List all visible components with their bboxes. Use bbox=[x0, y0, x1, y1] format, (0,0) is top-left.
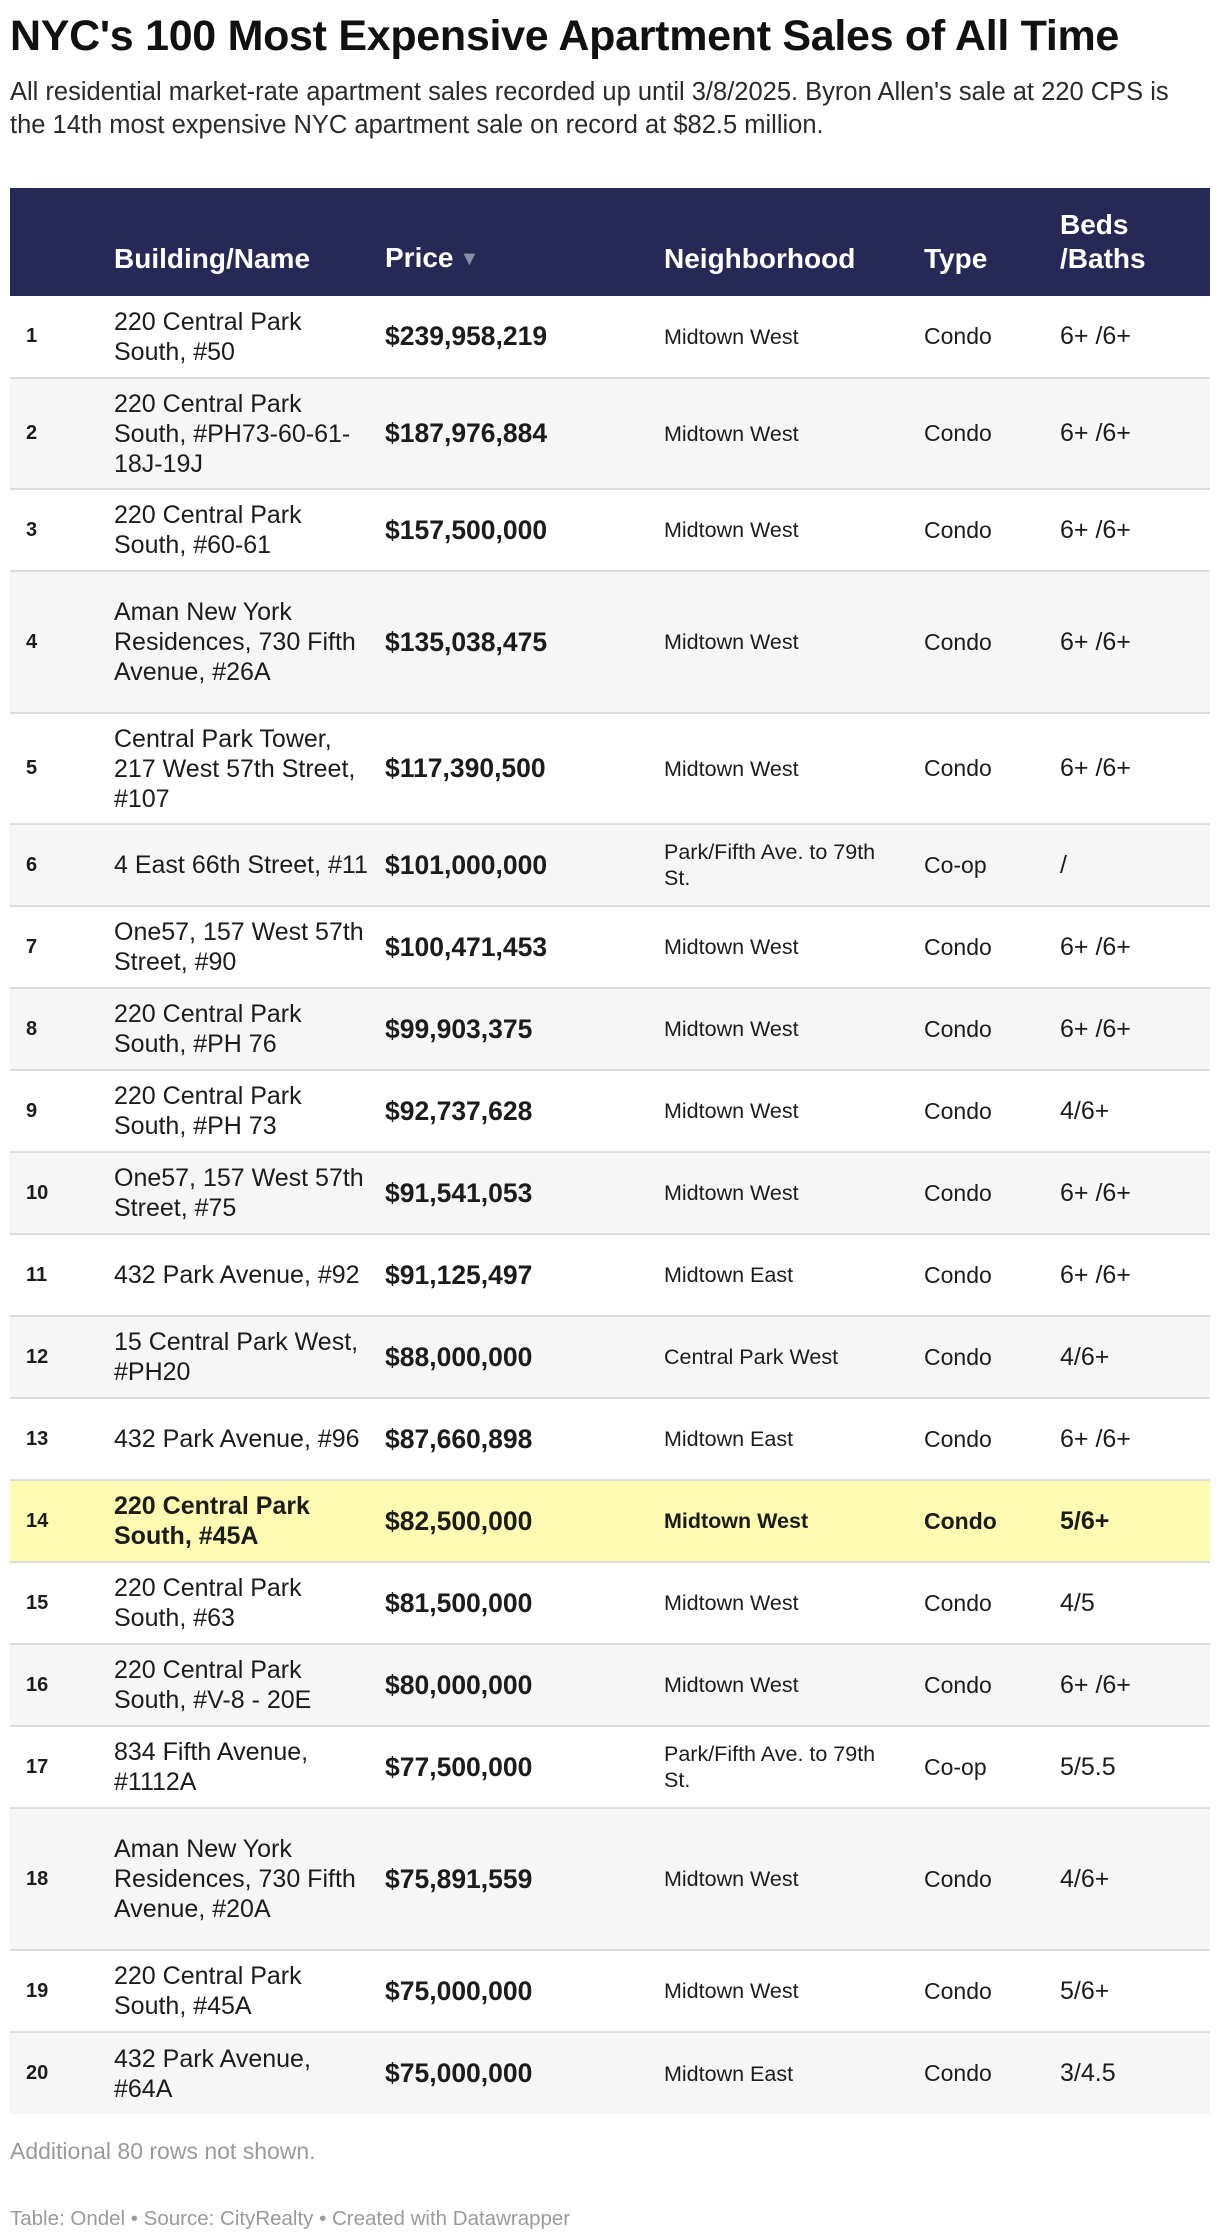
cell-price: $117,390,500 bbox=[385, 713, 664, 824]
cell-building: 220 Central Park South, #PH73-60-61-18J-19J bbox=[114, 378, 385, 489]
cell-rank: 7 bbox=[10, 906, 114, 988]
cell-neighborhood: Midtown West bbox=[664, 296, 924, 378]
cell-building: One57, 157 West 57th Street, #75 bbox=[114, 1152, 385, 1234]
header-price[interactable] bbox=[385, 188, 664, 296]
cell-beds-baths: / bbox=[1060, 824, 1210, 906]
cell-beds-baths: 6+ /6+ bbox=[1060, 1644, 1210, 1726]
cell-neighborhood: Midtown West bbox=[664, 1070, 924, 1152]
cell-building: 220 Central Park South, #63 bbox=[114, 1562, 385, 1644]
page-description: All residential market-rate apartment sales recorded up until 3/8/2025. Byron Allen's sale at 220 CPS is the 14th most expensive NYC apartment sale on record at $82.5 million. bbox=[10, 78, 1169, 139]
cell-type: Condo bbox=[924, 489, 1060, 571]
cell-beds-baths: 5/6+ bbox=[1060, 1950, 1210, 2032]
cell-rank: 8 bbox=[10, 988, 114, 1070]
table-row bbox=[10, 489, 1210, 571]
cell-price: $135,038,475 bbox=[385, 571, 664, 713]
cell-type: Condo bbox=[924, 1070, 1060, 1152]
header-type-label: Type bbox=[924, 243, 988, 274]
cell-building: 4 East 66th Street, #11 bbox=[114, 824, 385, 906]
header-beds-baths[interactable] bbox=[1060, 188, 1210, 296]
cell-rank: 9 bbox=[10, 1070, 114, 1152]
table-row bbox=[10, 1808, 1210, 1950]
cell-rank: 19 bbox=[10, 1950, 114, 2032]
cell-rank: 14 bbox=[10, 1480, 114, 1562]
cell-building: 432 Park Avenue, #64A bbox=[114, 2044, 311, 2103]
cell-beds-baths: 3/4.5 bbox=[1060, 2059, 1116, 2087]
header-neighborhood-label: Neighborhood bbox=[664, 243, 856, 274]
cell-beds-baths: 6+ /6+ bbox=[1060, 1398, 1210, 1480]
cell-beds-baths: 6+ /6+ bbox=[1060, 571, 1210, 713]
cell-building: 220 Central Park South, #60-61 bbox=[114, 489, 385, 571]
cell-rank: 10 bbox=[10, 1152, 114, 1234]
cell-beds-baths: 6+ /6+ bbox=[1060, 378, 1210, 489]
cell-neighborhood: Park/Fifth Ave. to 79th St. bbox=[664, 824, 924, 906]
cell-rank: 11 bbox=[10, 1234, 114, 1316]
header-beds-label: Beds bbox=[1060, 209, 1129, 240]
cell-price: $82,500,000 bbox=[385, 1480, 664, 1562]
cell-neighborhood: Midtown West bbox=[664, 571, 924, 713]
table-row bbox=[10, 1316, 1210, 1398]
cell-neighborhood: Midtown West bbox=[664, 1644, 924, 1726]
cell-building: Aman New York Residences, 730 Fifth Avenue, #26A bbox=[114, 571, 385, 713]
cell-price: $187,976,884 bbox=[385, 378, 664, 489]
table-row bbox=[10, 571, 1210, 713]
table-row bbox=[10, 1398, 1210, 1480]
cell-neighborhood: Midtown West bbox=[664, 988, 924, 1070]
cell-building: 220 Central Park South, #45A bbox=[114, 1950, 385, 2032]
cell-price: $77,500,000 bbox=[385, 1726, 664, 1808]
cell-beds-baths: 6+ /6+ bbox=[1060, 296, 1210, 378]
cell-type: Co-op bbox=[924, 824, 1060, 906]
cell-type: Condo bbox=[924, 1152, 1060, 1234]
cell-building: 432 Park Avenue, #92 bbox=[114, 1234, 385, 1316]
cell-building: 220 Central Park South, #PH 76 bbox=[114, 988, 385, 1070]
table-row bbox=[10, 2032, 1210, 2114]
cell-rank: 12 bbox=[10, 1316, 114, 1398]
cell-building: 432 Park Avenue, #96 bbox=[114, 1398, 385, 1480]
cell-beds-baths: 6+ /6+ bbox=[1060, 1234, 1210, 1316]
cell-building: 220 Central Park South, #V-8 - 20E bbox=[114, 1644, 385, 1726]
cell-type: Condo bbox=[924, 378, 1060, 489]
cell-type: Condo bbox=[924, 1644, 1060, 1726]
cell-neighborhood: Central Park West bbox=[664, 1316, 924, 1398]
cell-rank: 15 bbox=[10, 1562, 114, 1644]
cell-price: $75,000,000 bbox=[385, 1950, 664, 2032]
cell-neighborhood: Midtown West bbox=[664, 1152, 924, 1234]
cell-neighborhood: Park/Fifth Ave. to 79th St. bbox=[664, 1726, 924, 1808]
table-row bbox=[10, 824, 1210, 906]
cell-type: Co-op bbox=[924, 1726, 1060, 1808]
table-row bbox=[10, 1480, 1210, 1562]
cell-neighborhood: Midtown East bbox=[664, 2061, 794, 2086]
cell-type: Condo bbox=[924, 296, 1060, 378]
cell-neighborhood: Midtown West bbox=[664, 1480, 924, 1562]
cell-neighborhood: Midtown West bbox=[664, 378, 924, 489]
cell-beds-baths: 4/5 bbox=[1060, 1562, 1210, 1644]
table-row bbox=[10, 906, 1210, 988]
cell-price: $75,000,000 bbox=[385, 2058, 533, 2088]
table-row bbox=[10, 1070, 1210, 1152]
cell-rank: 16 bbox=[10, 1644, 114, 1726]
cell-rank: 17 bbox=[10, 1726, 114, 1808]
cell-price: $91,125,497 bbox=[385, 1234, 664, 1316]
cell-beds-baths: 6+ /6+ bbox=[1060, 906, 1210, 988]
cell-price: $91,541,053 bbox=[385, 1152, 664, 1234]
table-row bbox=[10, 1726, 1210, 1808]
cell-price: $75,891,559 bbox=[385, 1808, 664, 1950]
cell-price: $239,958,219 bbox=[385, 296, 664, 378]
cell-type: Condo bbox=[924, 1562, 1060, 1644]
header-type[interactable] bbox=[924, 188, 1060, 296]
table-row bbox=[10, 1234, 1210, 1316]
header-building-label: Building/Name bbox=[114, 243, 311, 274]
table-row bbox=[10, 1644, 1210, 1726]
cell-building: 220 Central Park South, #45A bbox=[114, 1480, 385, 1562]
header-building[interactable] bbox=[114, 188, 385, 296]
cell-beds-baths: 5/6+ bbox=[1060, 1480, 1210, 1562]
cell-price: $92,737,628 bbox=[385, 1070, 664, 1152]
cell-price: $99,903,375 bbox=[385, 988, 664, 1070]
table-header bbox=[10, 188, 1210, 296]
header-rank bbox=[10, 188, 114, 296]
cell-beds-baths: 4/6+ bbox=[1060, 1316, 1210, 1398]
page-title: NYC's 100 Most Expensive Apartment Sales of All Time bbox=[10, 12, 1120, 60]
table-row bbox=[10, 1152, 1210, 1234]
table-row bbox=[10, 1562, 1210, 1644]
header-baths-label: /Baths bbox=[1060, 243, 1146, 274]
table-row bbox=[10, 713, 1210, 824]
cell-rank: 13 bbox=[10, 1398, 114, 1480]
cell-type: Condo bbox=[924, 988, 1060, 1070]
cell-beds-baths: 4/6+ bbox=[1060, 1070, 1210, 1152]
cell-type: Condo bbox=[924, 1398, 1060, 1480]
cell-beds-baths: 6+ /6+ bbox=[1060, 988, 1210, 1070]
cell-type: Condo bbox=[924, 571, 1060, 713]
cell-price: $81,500,000 bbox=[385, 1562, 664, 1644]
header-price-label: Price bbox=[385, 242, 454, 273]
sales-table bbox=[10, 188, 1210, 2114]
cell-beds-baths: 4/6+ bbox=[1060, 1808, 1210, 1950]
cell-neighborhood: Midtown East bbox=[664, 1398, 924, 1480]
cell-neighborhood: Midtown East bbox=[664, 1234, 924, 1316]
cell-beds-baths: 6+ /6+ bbox=[1060, 1152, 1210, 1234]
cell-building: 220 Central Park South, #50 bbox=[114, 296, 385, 378]
cell-rank: 20 bbox=[26, 2062, 49, 2084]
cell-neighborhood: Midtown West bbox=[664, 1950, 924, 2032]
cell-neighborhood: Midtown West bbox=[664, 489, 924, 571]
cell-rank: 6 bbox=[10, 824, 114, 906]
cell-rank: 3 bbox=[10, 489, 114, 571]
rows-not-shown-note: Additional 80 rows not shown. bbox=[10, 2138, 316, 2164]
cell-type: Condo bbox=[924, 906, 1060, 988]
table-header-row bbox=[10, 188, 1210, 296]
cell-price: $157,500,000 bbox=[385, 489, 664, 571]
cell-building: Aman New York Residences, 730 Fifth Avenue, #20A bbox=[114, 1808, 385, 1950]
table-row bbox=[10, 988, 1210, 1070]
cell-neighborhood: Midtown West bbox=[664, 1808, 924, 1950]
cell-type: Condo bbox=[924, 1480, 1060, 1562]
cell-type: Condo bbox=[924, 1316, 1060, 1398]
footer-credits: Table: Ondel • Source: CityRealty • Created with Datawrapper bbox=[10, 2207, 571, 2230]
cell-rank: 18 bbox=[10, 1808, 114, 1950]
table-row bbox=[10, 378, 1210, 489]
cell-type: Condo bbox=[924, 1950, 1060, 2032]
cell-type: Condo bbox=[924, 1808, 1060, 1950]
cell-price: $87,660,898 bbox=[385, 1398, 664, 1480]
cell-rank: 5 bbox=[10, 713, 114, 824]
cell-price: $80,000,000 bbox=[385, 1644, 664, 1726]
table-row bbox=[10, 296, 1210, 378]
cell-rank: 2 bbox=[10, 378, 114, 489]
cell-price: $100,471,453 bbox=[385, 906, 664, 988]
table-row bbox=[10, 1950, 1210, 2032]
cell-price: $101,000,000 bbox=[385, 824, 664, 906]
cell-building: Central Park Tower, 217 West 57th Street, #107 bbox=[114, 713, 385, 824]
cell-type: Condo bbox=[924, 713, 1060, 824]
cell-type: Condo bbox=[924, 1234, 1060, 1316]
cell-building: 220 Central Park South, #PH 73 bbox=[114, 1070, 385, 1152]
cell-building: 834 Fifth Avenue, #1112A bbox=[114, 1726, 385, 1808]
cell-price: $88,000,000 bbox=[385, 1316, 664, 1398]
cell-rank: 4 bbox=[10, 571, 114, 713]
cell-neighborhood: Midtown West bbox=[664, 906, 924, 988]
cell-beds-baths: 6+ /6+ bbox=[1060, 713, 1210, 824]
cell-rank: 1 bbox=[10, 296, 114, 378]
cell-neighborhood: Midtown West bbox=[664, 1562, 924, 1644]
table-body bbox=[10, 296, 1210, 2114]
sort-descending-icon: ▼ bbox=[459, 248, 480, 270]
cell-neighborhood: Midtown West bbox=[664, 713, 924, 824]
cell-type: Condo bbox=[924, 2060, 992, 2086]
cell-beds-baths: 5/5.5 bbox=[1060, 1726, 1210, 1808]
header-neighborhood[interactable] bbox=[664, 188, 924, 296]
cell-beds-baths: 6+ /6+ bbox=[1060, 489, 1210, 571]
cell-building: One57, 157 West 57th Street, #90 bbox=[114, 906, 385, 988]
cell-building: 15 Central Park West, #PH20 bbox=[114, 1316, 385, 1398]
